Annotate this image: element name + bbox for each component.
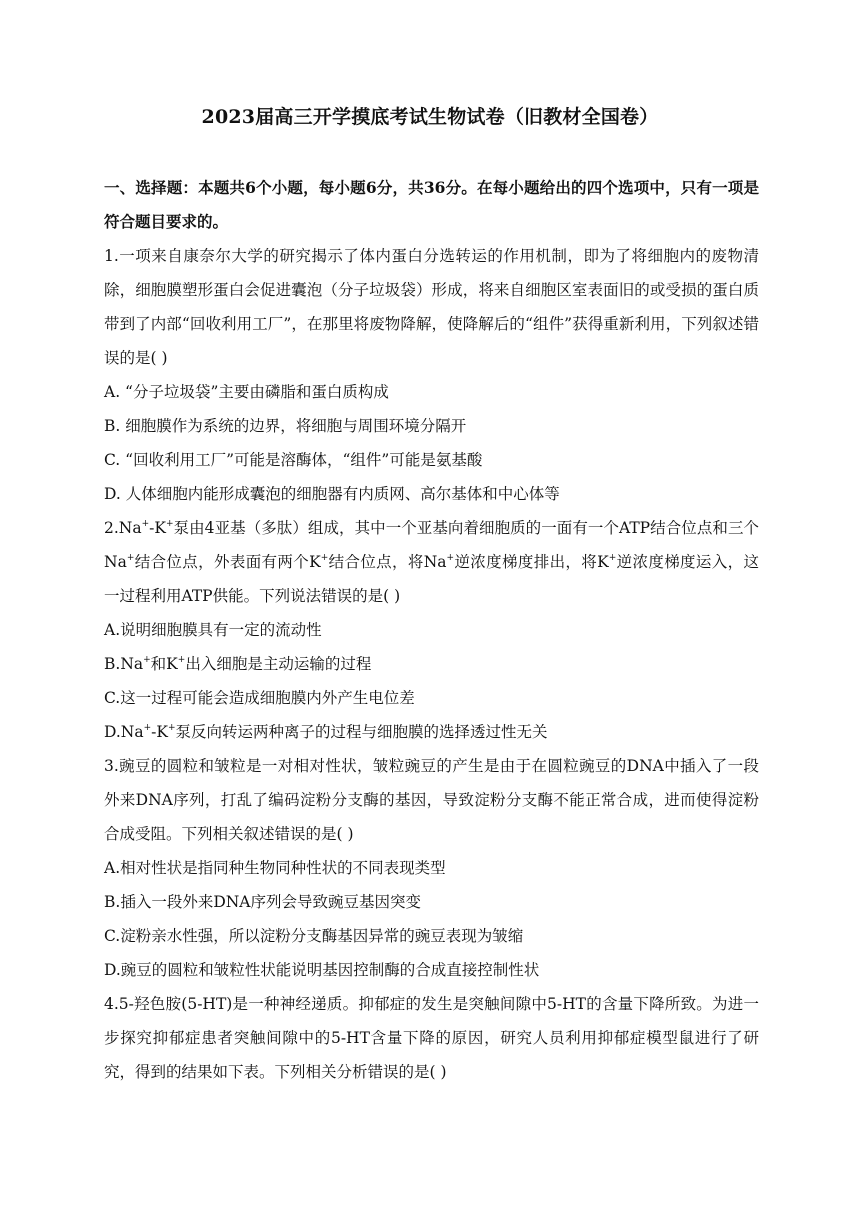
question-3-option-a: A.相对性状是指同种生物同种性状的不同表现类型 — [104, 859, 446, 877]
q2-superscript: + — [165, 519, 174, 529]
q2b-text-part: 出入细胞是主动运输的过程 — [185, 655, 372, 673]
q2-text-part: 泵由4亚基（多肽）组成，其中一个亚基向着细胞质的一面有一个ATP结合位点和三个Na — [104, 519, 759, 571]
question-2-option-b — [104, 647, 759, 681]
q2b-text-part: 和K — [150, 655, 178, 673]
q2d-superscript: + — [143, 723, 152, 733]
question-1-option-a: A. “分子垃圾袋”主要由磷脂和蛋白质构成 — [104, 383, 389, 401]
question-3-option-d: D.豌豆的圆粒和皱粒性状能说明基因控制酶的合成直接控制性状 — [104, 961, 540, 979]
question-1-stem: 1.一项来自康奈尔大学的研究揭示了体内蛋白分选转运的作用机制，即为了将细胞内的废物清除，细胞膜塑形蛋白会促进囊泡（分子垃圾袋）形成，将来自细胞区室表面旧的或受损的蛋白质带到了内部“回收利用工厂”，在那里将废物降解，使降解后的“组件”获得重新利用，下列叙述错误的是( ) — [104, 247, 759, 367]
question-1-option-b: B. 细胞膜作为系统的边界，将细胞与周围环境分隔开 — [104, 417, 467, 435]
q2-text-part: 逆浓度梯度排出，将K — [454, 553, 609, 571]
q2-text-part: 结合位点，外表面有两个K — [134, 553, 321, 571]
section-heading: 一、选择题：本题共6个小题，每小题6分，共36分。在每小题给出的四个选项中，只有一项是符合题目要求的。 — [104, 178, 759, 231]
q2-superscript: + — [320, 553, 329, 563]
question-3-stem: 3.豌豆的圆粒和皱粒是一对相对性状，皱粒豌豆的产生是由于在圆粒豌豆的DNA中插入了一段外来DNA序列，打乱了编码淀粉分支酶的基因，导致淀粉分支酶不能正常合成，进而使得淀粉合成受阻。下列相关叙述错误的是( ) — [104, 757, 759, 843]
question-1-option-d: D. 人体细胞内能形成囊泡的细胞器有内质网、高尔基体和中心体等 — [104, 485, 560, 503]
question-4-stem: 4.5-羟色胺(5-HT)是一种神经递质。抑郁症的发生是突触间隙中5-HT的含量下降所致。为进一步探究抑郁症患者突触间隙中的5-HT含量下降的原因，研究人员利用抑郁症模型鼠进行了研究，得到的结果如下表。下列相关分析错误的是( ) — [104, 995, 759, 1081]
q2-superscript: + — [608, 553, 617, 563]
q2-text-part: 2.Na — [104, 519, 142, 537]
exam-content — [104, 171, 759, 1089]
q2b-superscript: + — [143, 655, 151, 665]
q2-superscript: + — [446, 553, 455, 563]
q2b-text-part: B.Na — [104, 655, 144, 673]
question-2-option-d — [104, 715, 759, 749]
question-2-stem — [104, 511, 759, 613]
q2-text-part: 结合位点，将Na — [328, 553, 447, 571]
q2b-superscript: + — [177, 655, 186, 665]
q2-superscript: + — [126, 553, 135, 563]
q2d-text-part: D.Na — [104, 723, 144, 741]
q2d-text-part: 泵反向转运两种离子的过程与细胞膜的选择透过性无关 — [175, 723, 548, 741]
question-2-option-a: A.说明细胞膜具有一定的流动性 — [104, 621, 322, 639]
q2-text-part: 逆浓度梯度运入，这一过程利用ATP供能。下列说法错误的是( ) — [104, 553, 759, 605]
question-3-option-c: C.淀粉亲水性强，所以淀粉分支酶基因异常的豌豆表现为皱缩 — [104, 927, 524, 945]
q2d-text-part: -K — [151, 723, 168, 741]
q2d-superscript: + — [167, 723, 176, 733]
q2-superscript: + — [141, 519, 150, 529]
q2-text-part: -K — [149, 519, 166, 537]
question-2-option-c: C.这一过程可能会造成细胞膜内外产生电位差 — [104, 689, 415, 707]
page-title: 2023届高三开学摸底考试生物试卷（旧教材全国卷） — [201, 106, 659, 128]
question-1-option-c: C. “回收利用工厂”可能是溶酶体，“组件”可能是氨基酸 — [104, 451, 483, 469]
question-3-option-b: B.插入一段外来DNA序列会导致豌豆基因突变 — [104, 893, 422, 911]
